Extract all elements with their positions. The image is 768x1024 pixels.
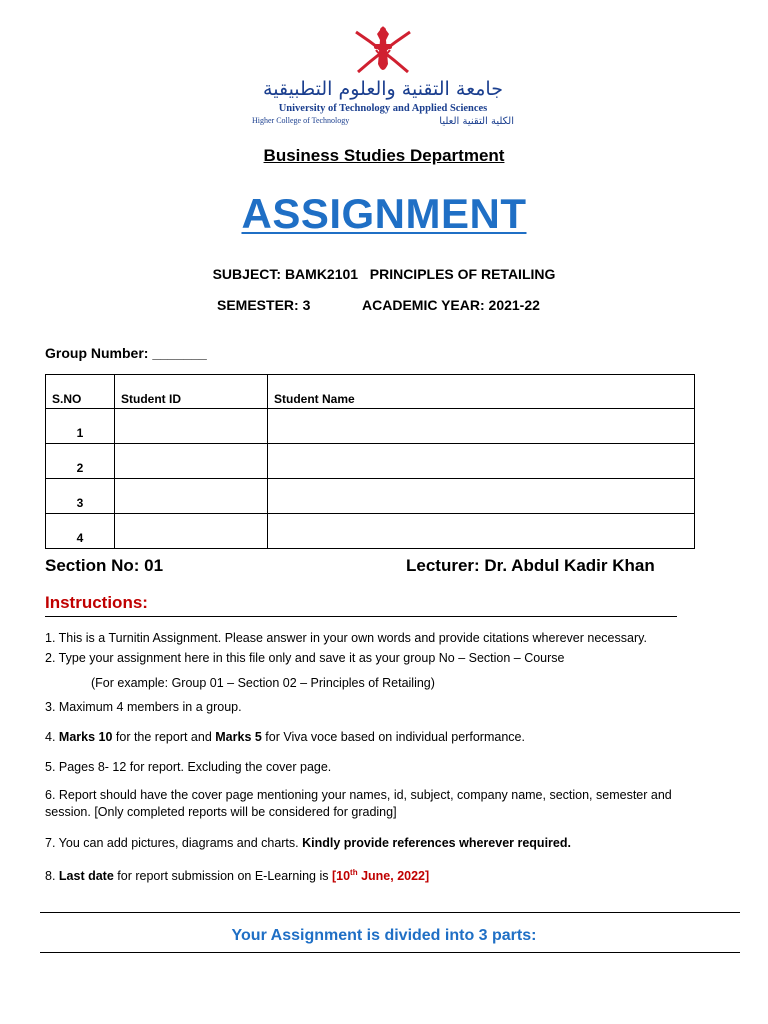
- parts-heading: Your Assignment is divided into 3 parts:: [231, 927, 537, 944]
- instruction-4: [45, 729, 525, 746]
- instruction-7-references-note: Kindly provide references wherever required.: [302, 836, 571, 850]
- instruction-2: 2. Type your assignment here in this file only and save it as your group No – Section – Course: [45, 651, 565, 665]
- department-heading: Business Studies Department: [263, 146, 505, 165]
- student-name-cell[interactable]: [268, 409, 695, 444]
- instruction-4-text: for the report and: [112, 730, 216, 744]
- instruction-7-text: 7. You can add pictures, diagrams and charts.: [45, 836, 303, 850]
- table-row: [46, 444, 695, 479]
- deadline-day-suffix: th: [350, 868, 358, 877]
- semester-label: SEMESTER: 3: [217, 297, 311, 313]
- student-name-cell[interactable]: [268, 444, 695, 479]
- section-number: Section No: 01: [45, 556, 164, 575]
- student-name-cell[interactable]: [268, 479, 695, 514]
- row-number: 3: [46, 479, 115, 514]
- student-id-cell[interactable]: [115, 514, 268, 549]
- student-id-cell[interactable]: [115, 479, 268, 514]
- table-row: [46, 409, 695, 444]
- student-name-cell[interactable]: [268, 514, 695, 549]
- student-table: [45, 374, 695, 549]
- university-logo: [248, 20, 518, 132]
- college-arabic-name: الكلية التقنية العليا: [439, 116, 514, 127]
- english-university-name: University of Technology and Applied Sciences: [278, 103, 488, 114]
- instruction-8: [45, 864, 429, 885]
- deadline-month-year: June, 2022]: [357, 869, 430, 884]
- column-header-student-id: Student ID: [115, 375, 268, 409]
- column-header-student-name: Student Name: [268, 375, 695, 409]
- instruction-7: [45, 835, 571, 852]
- instructions-divider: [45, 616, 677, 617]
- row-number: 1: [46, 409, 115, 444]
- instruction-8-number: 8.: [45, 869, 59, 884]
- table-row: [46, 514, 695, 549]
- instruction-3: 3. Maximum 4 members in a group.: [45, 700, 242, 714]
- academic-year-label: ACADEMIC YEAR: 2021-22: [362, 297, 540, 313]
- table-header-row: [46, 375, 695, 409]
- instruction-1: 1. This is a Turnitin Assignment. Please answer in your own words and provide citations wherever necessary.: [45, 631, 647, 645]
- column-header-sno: S.NO: [46, 375, 115, 409]
- instructions-heading: Instructions:: [45, 593, 148, 612]
- instruction-4-marks-report: Marks 10: [58, 730, 113, 744]
- instruction-8-text: for report submission on E-Learning is: [113, 869, 332, 884]
- parts-bottom-divider: [40, 952, 740, 953]
- lecturer-name: Lecturer: Dr. Abdul Kadir Khan: [406, 556, 655, 575]
- parts-top-divider: [40, 912, 740, 913]
- row-number: 2: [46, 444, 115, 479]
- group-number-field[interactable]: Group Number: _______: [45, 345, 207, 361]
- instruction-8-last-date-label: Last date: [58, 869, 114, 884]
- instruction-6: 6. Report should have the cover page mentioning your names, id, subject, company name, section, semester and session. [Only completed reports will be considered for grading]: [45, 788, 672, 819]
- deadline-day: [10: [331, 869, 351, 884]
- college-english-name: Higher College of Technology: [252, 116, 350, 125]
- row-number: 4: [46, 514, 115, 549]
- college-name-row: [252, 116, 514, 127]
- document-title: ASSIGNMENT: [241, 190, 527, 237]
- student-id-cell[interactable]: [115, 444, 268, 479]
- instruction-4-marks-viva: Marks 5: [215, 730, 262, 744]
- instruction-2-example: (For example: Group 01 – Section 02 – Principles of Retailing): [91, 676, 435, 690]
- table-row: [46, 479, 695, 514]
- instruction-5: 5. Pages 8- 12 for report. Excluding the cover page.: [45, 760, 332, 774]
- deadline-date: [332, 869, 429, 883]
- student-id-cell[interactable]: [115, 409, 268, 444]
- instruction-4-number: 4.: [45, 730, 59, 744]
- arabic-university-name: جامعة التقنية والعلوم التطبيقية: [263, 78, 503, 100]
- subject-line: SUBJECT: BAMK2101 PRINCIPLES OF RETAILING: [212, 266, 556, 282]
- instruction-4-text-end: for Viva voce based on individual performance.: [261, 730, 525, 744]
